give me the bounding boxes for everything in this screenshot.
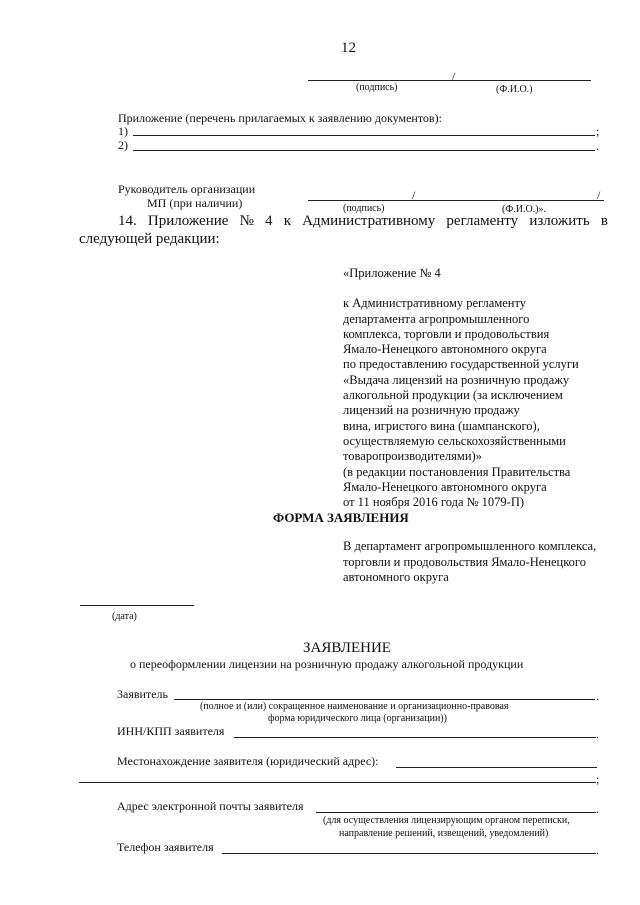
appendix-header-line: товаропроизводителями)» xyxy=(343,449,482,464)
signature-caption: (подпись) xyxy=(343,203,385,214)
amendment-word: № xyxy=(239,213,254,229)
statement-title: ЗАЯВЛЕНИЕ xyxy=(303,640,391,656)
location-field-continued[interactable] xyxy=(79,782,596,783)
stamp-label: МП (при наличии) xyxy=(147,196,243,210)
slash: / xyxy=(597,188,601,202)
appendix-header-line: (в редакции постановления Правительства xyxy=(343,464,571,479)
slash: / xyxy=(452,69,456,83)
field-end: . xyxy=(596,727,599,741)
addressee-line: В департамент агропромышленного комплекса, xyxy=(343,539,597,553)
appendix-header xyxy=(343,266,579,510)
appendix-header-line: лицензий на розничную продажу xyxy=(343,403,520,418)
addressee-line: автономного округа xyxy=(343,570,449,584)
appendix-header-line: по предоставлению государственной услуги xyxy=(343,357,579,372)
amendment-word: Административному xyxy=(302,213,436,229)
attachment-item-1-number: 1) xyxy=(118,124,128,138)
appendix-header-line: осуществляемую сельскохозяйственными xyxy=(343,433,566,448)
attachment-item-1-end: ; xyxy=(596,124,600,138)
amendment-word: к xyxy=(283,213,291,229)
appendix-header-line: от 11 ноября 2016 года № 1079-П) xyxy=(343,495,525,510)
addressee-line: торговли и продовольствия Ямало-Ненецкого xyxy=(343,554,586,569)
appendix-header-line: Ямало-Ненецкого автономного округа xyxy=(343,342,547,357)
field-end: ; xyxy=(596,772,600,786)
attachment-item-1-line xyxy=(133,135,595,136)
head-signature-line xyxy=(308,200,604,201)
amendment-word: в xyxy=(600,213,608,229)
form-title: ФОРМА ЗАЯВЛЕНИЯ xyxy=(273,510,409,525)
appendix-header-line: Ямало-Ненецкого автономного округа xyxy=(343,479,547,494)
appendix-header-line: вина, игристого вина (шампанского), xyxy=(343,418,540,433)
appendix-header-line: «Выдача лицензий на розничную продажу xyxy=(343,372,570,387)
fio-caption: (Ф.И.О.)». xyxy=(502,204,547,215)
field-end: . xyxy=(596,843,599,857)
slash: / xyxy=(412,188,416,202)
fio-caption: (Ф.И.О.) xyxy=(496,84,533,95)
signature-caption: (подпись) xyxy=(356,82,398,93)
attachment-item-2-number: 2) xyxy=(118,138,128,152)
email-label: Адрес электронной почты заявителя xyxy=(117,799,304,813)
amendment-line-2: следующей редакции: xyxy=(79,231,220,247)
amendment-word: регламенту xyxy=(446,213,519,229)
appendix-header-line: «Приложение № 4 xyxy=(343,266,441,280)
applicant-hint: форма юридического лица (организации)) xyxy=(268,713,447,724)
inn-label: ИНН/КПП заявителя xyxy=(117,724,225,738)
email-field[interactable] xyxy=(316,812,596,813)
amendment-word: 14. xyxy=(118,213,137,229)
email-hint: (для осуществления лицензирующим органом переписки, xyxy=(323,815,570,826)
date-line xyxy=(80,605,194,606)
appendix-header-line xyxy=(343,281,579,296)
phone-field[interactable] xyxy=(222,853,596,854)
field-end: . xyxy=(596,802,599,816)
amendment-line-1 xyxy=(118,213,608,230)
head-title: Руководитель организации xyxy=(118,182,256,196)
date-caption: (дата) xyxy=(112,611,137,622)
amendment-word: изложить xyxy=(529,213,590,229)
appendix-header-line: комплекса, торговли и продовольствия xyxy=(343,326,550,341)
signature-line-top xyxy=(308,80,591,81)
page-number: 12 xyxy=(341,40,356,56)
inn-field[interactable] xyxy=(234,737,596,738)
applicant-field[interactable] xyxy=(174,699,595,700)
appendix-header-line: департамента агропромышленного xyxy=(343,311,530,326)
email-hint: направление решений, извещений, уведомлений) xyxy=(339,828,549,839)
applicant-label: Заявитель xyxy=(117,687,168,701)
location-label: Местонахождение заявителя (юридический адрес): xyxy=(117,754,379,768)
amendment-word: 4 xyxy=(265,213,273,229)
applicant-hint: (полное и (или) сокращенное наименование и организационно-правовая xyxy=(200,701,509,712)
attachment-item-2-end: . xyxy=(596,139,599,153)
phone-label: Телефон заявителя xyxy=(117,840,214,854)
attachments-title: Приложение (перечень прилагаемых к заявлению документов): xyxy=(118,111,442,125)
attachment-item-2-line xyxy=(133,150,595,151)
appendix-header-line: к Административному регламенту xyxy=(343,296,527,311)
amendment-word: Приложение xyxy=(147,213,229,229)
statement-subtitle: о переоформлении лицензии на розничную продажу алкогольной продукции xyxy=(130,657,524,671)
addressee xyxy=(343,539,596,586)
appendix-header-line: алкогольной продукции (за исключением xyxy=(343,388,563,403)
location-field[interactable] xyxy=(396,767,597,768)
field-end: . xyxy=(596,689,599,703)
